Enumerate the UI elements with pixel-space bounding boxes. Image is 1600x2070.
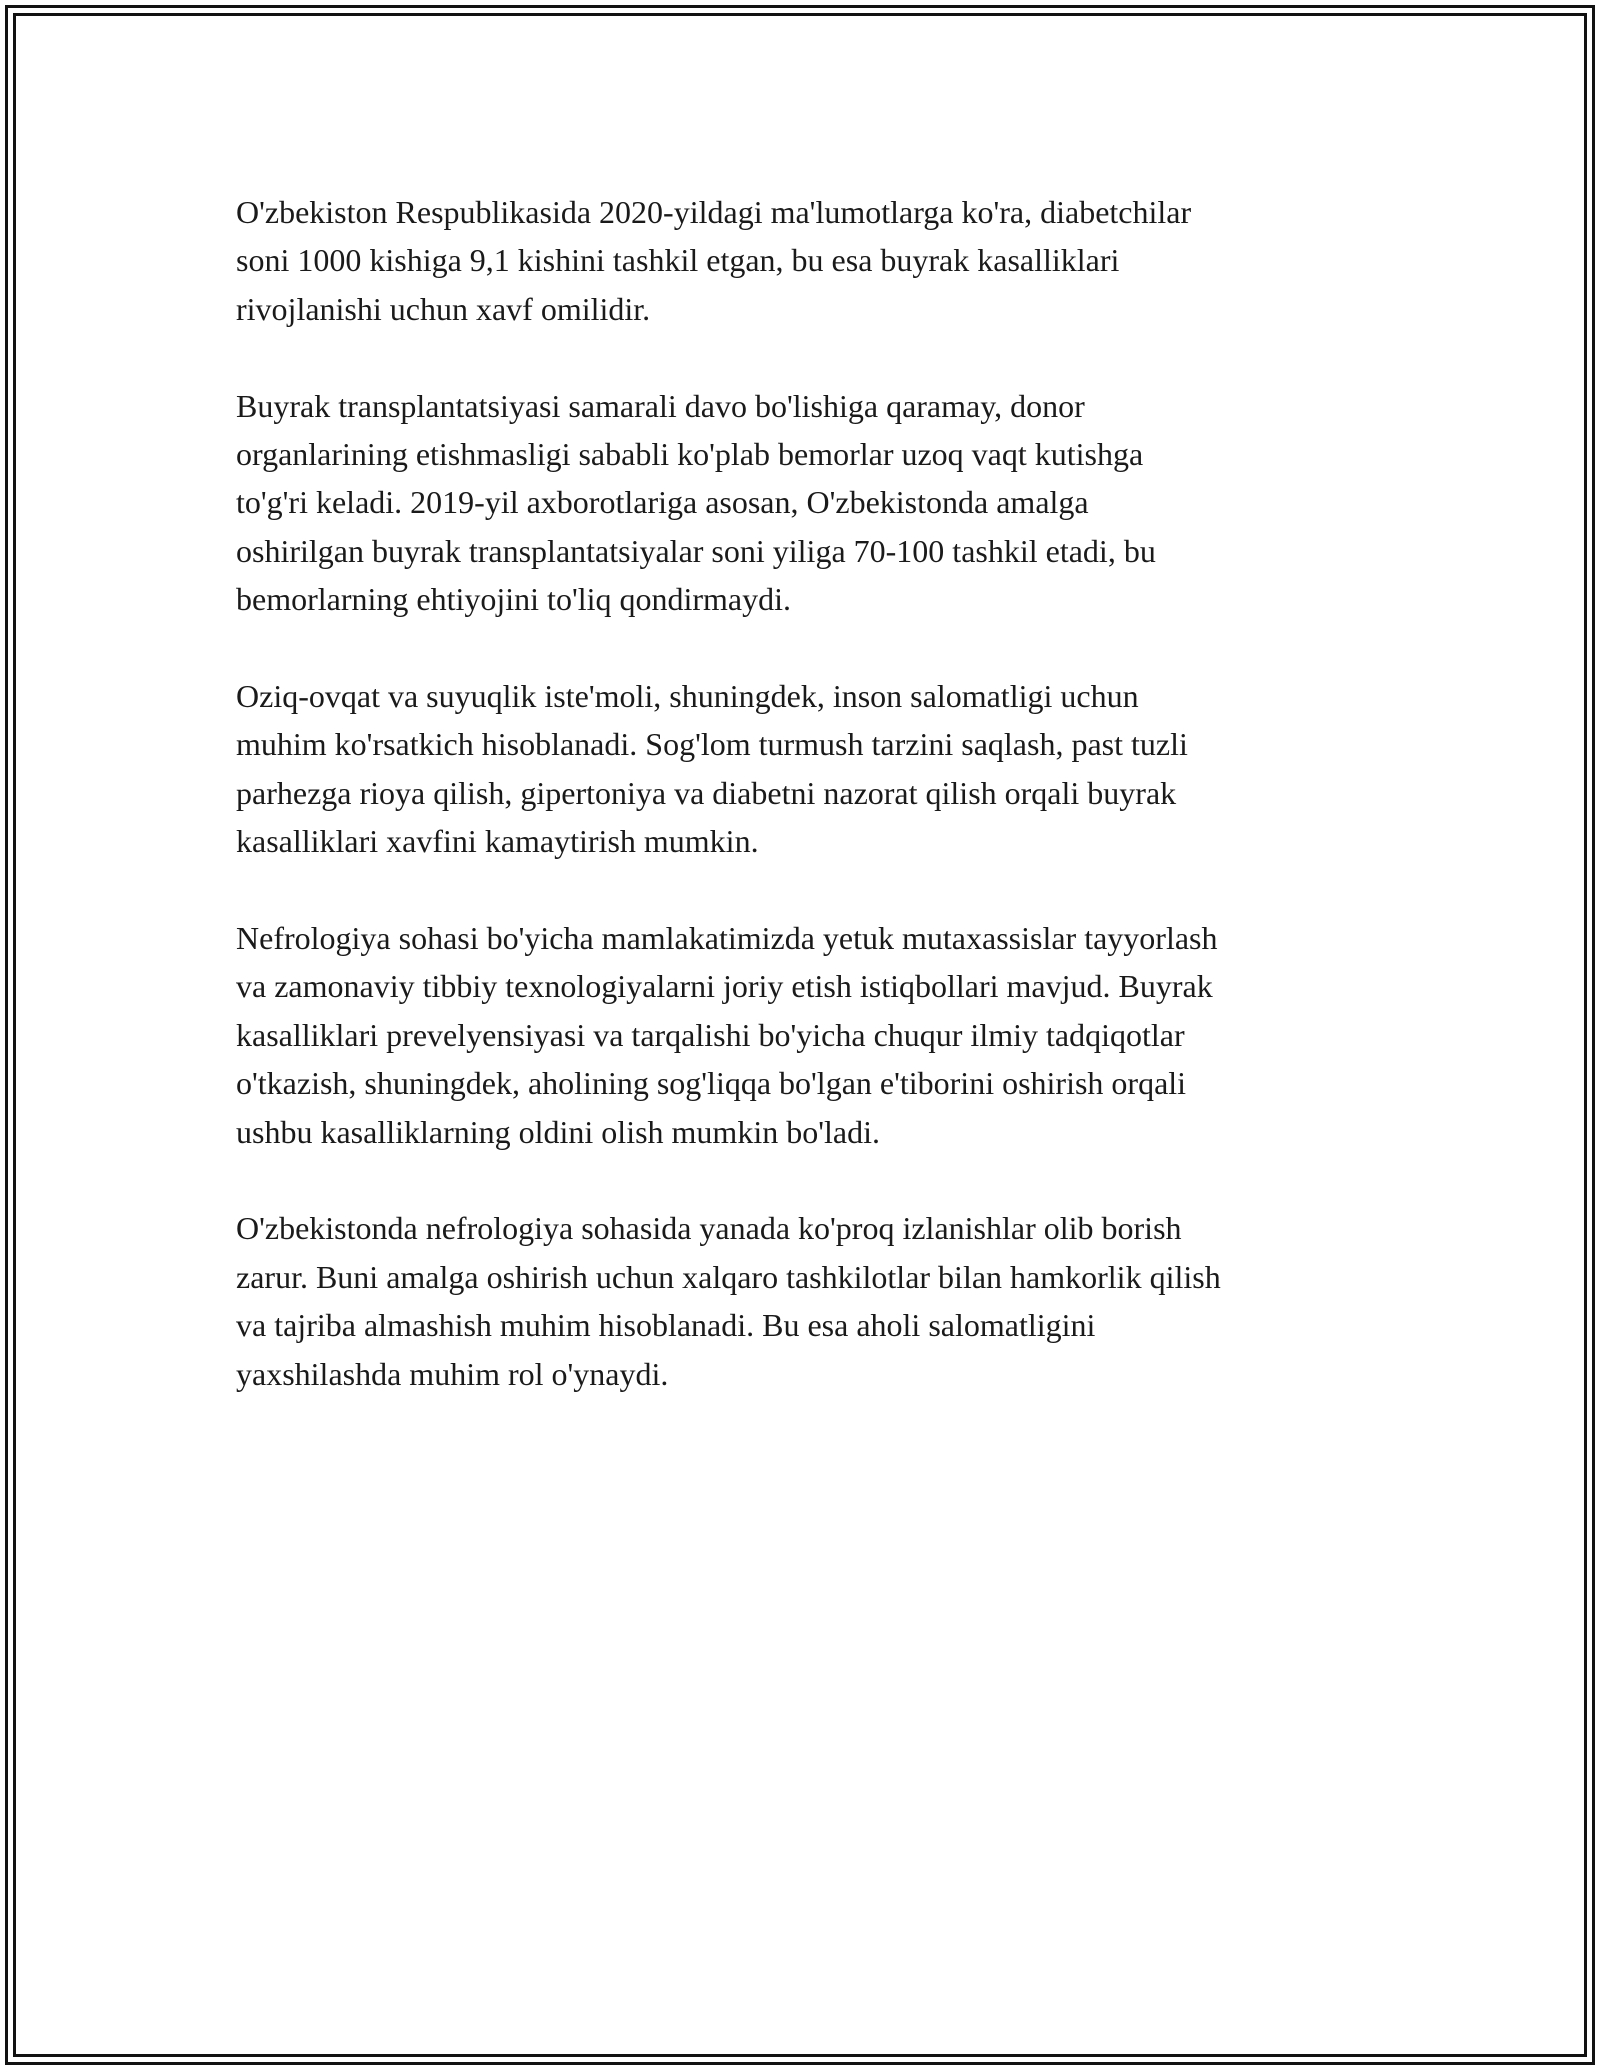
- paragraph-healthy-lifestyle: Oziq-ovqat va suyuqlik iste'moli, shuningdek, inson salomatligi uchun muhim ko'rsatkich hisoblanadi. Sog'lom turmush tarzini saqlash, past tuzli parhezga rioya qilish, gipertoniya va diabetni nazorat qilish orqali buyrak kasalliklari xavfini kamaytirish mumkin.: [236, 678, 1188, 860]
- paragraph-nephrology-prospects: Nefrologiya sohasi bo'yicha mamlakatimizda yetuk mutaxassislar tayyorlash va zamonaviy tibbiy texnologiyalarni joriy etish istiqbollari mavjud. Buyrak kasalliklari prevelyensiyasi va tarqalishi bo'yicha chuqur ilmiy tadqiqotlar o'tkazish, shuningdek, aholining sog'liqqa bo'lgan e'tiborini oshirish orqali ushbu kasalliklarning oldini olish mumkin bo'ladi.: [236, 920, 1218, 1150]
- paragraph-diabetes-statistics: O'zbekiston Respublikasida 2020-yildagi ma'lumotlarga ko'ra, diabetchilar soni 1000 kishiga 9,1 kishini tashkil etgan, bu esa buyrak kasalliklari rivojlanishi uchun xavf omilidir.: [236, 194, 1192, 327]
- paragraph-international-cooperation: O'zbekistonda nefrologiya sohasida yanada ko'proq izlanishlar olib borish zarur. Buni amalga oshirish uchun xalqaro tashkilotlar bilan hamkorlik qilish va tajriba almashish muhim hisoblanadi. Bu esa aholi salomatligini yaxshilashda muhim rol o'ynaydi.: [236, 1210, 1221, 1392]
- paragraph-kidney-transplantation: Buyrak transplantatsiyasi samarali davo bo'lishiga qaramay, donor organlarining etishmasligi sababli ko'plab bemorlar uzoq vaqt kutishga to'g'ri keladi. 2019-yil axborotlariga asosan, O'zbekistonda amalga oshirilgan buyrak transplantatsiyalar soni yiliga 70-100 tashkil etadi, bu bemorlarning ehtiyojini to'liq qondirmaydi.: [236, 387, 1156, 618]
- document-body: [236, 188, 1386, 1446]
